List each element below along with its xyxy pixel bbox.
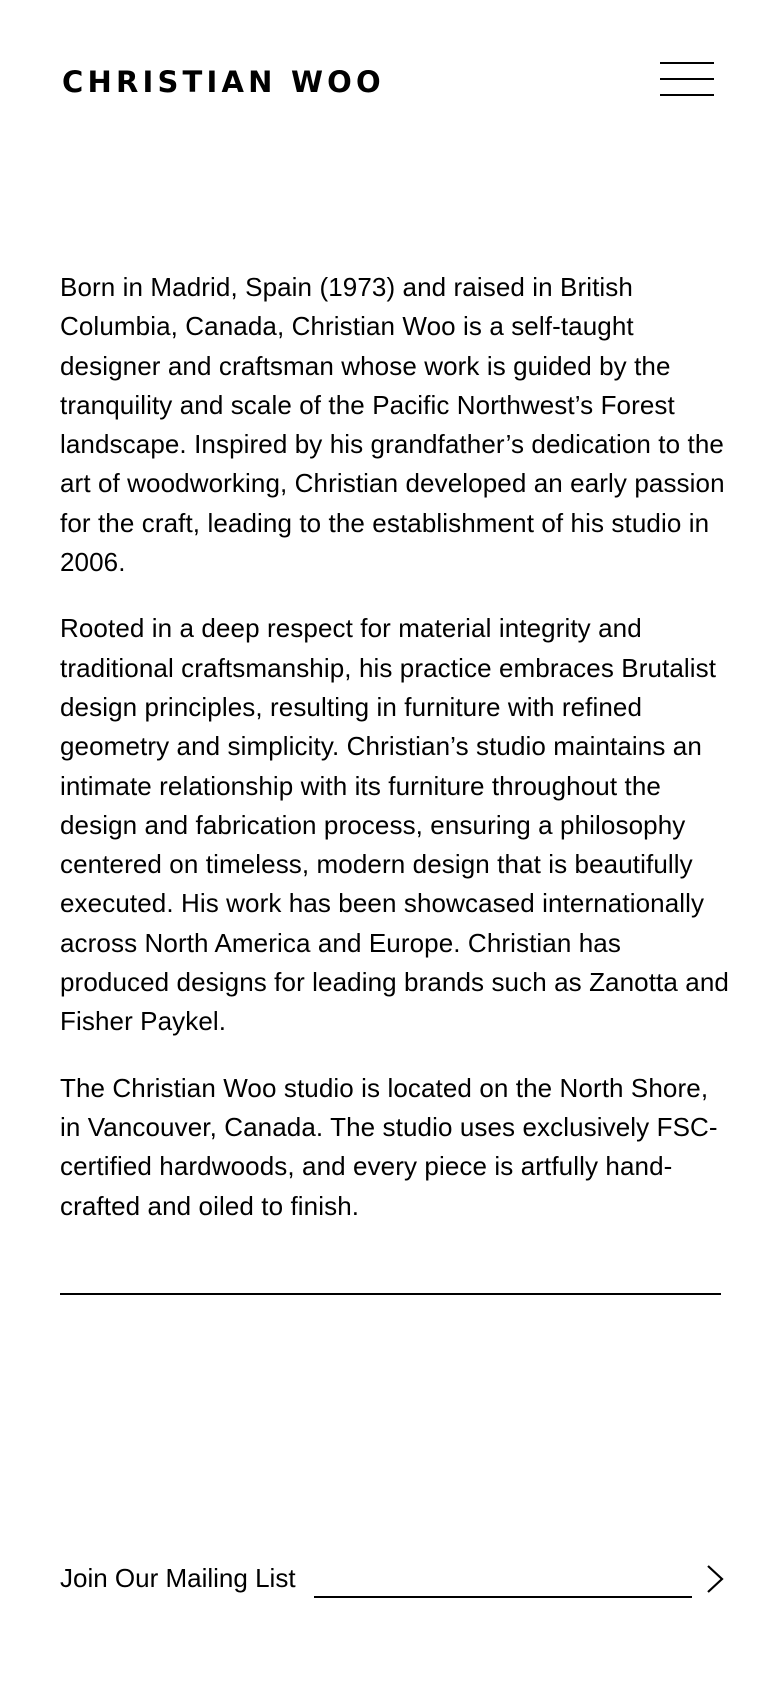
bio-paragraph: Born in Madrid, Spain (1973) and raised in British Columbia, Canada, Christian Woo is a self-taught designer and craftsman whose work is guided by the tranquility and scale of the Pacific Northwest’s Forest landscape. Inspired by his grandfather’s dedication to the art of woodworking, Christian developed an early passion for the craft, leading to the establishment of his studio in 2006.	[60, 272, 725, 578]
hamburger-menu-icon-line	[660, 94, 714, 96]
email-input[interactable]	[314, 1554, 692, 1598]
mailing-list-form	[0, 1540, 780, 1620]
hamburger-menu-icon-line	[660, 78, 714, 80]
submit-button[interactable]	[700, 1562, 730, 1596]
menu-button[interactable]	[656, 56, 718, 100]
bio-paragraph: Rooted in a deep respect for material integrity and traditional craftsmanship, his practice embraces Brutalist design principles, resulting in furniture with refined geometry and simplicity. Christian’s studio maintains an intimate relationship with its furniture throughout the design and fabrication process, ensuring a philosophy centered on timeless, modern design that is beautifully executed. His work has been showcased internationally across North America and Europe. Christian has produced designs for leading brands such as Zanotta and Fisher Paykel.	[60, 613, 729, 1037]
mailing-list-label: Join Our Mailing List	[60, 1563, 296, 1593]
section-divider	[60, 1293, 721, 1295]
brand-logo[interactable]: CHRISTIAN WOO	[62, 65, 385, 99]
bio-section	[60, 268, 732, 1253]
hamburger-menu-icon	[660, 62, 714, 64]
bio-paragraph: The Christian Woo studio is located on the North Shore, in Vancouver, Canada. The studio uses exclusively FSC-certified hardwoods, and every piece is artfully hand-crafted and oiled to finish.	[60, 1072, 718, 1221]
site-header	[0, 0, 780, 170]
chevron-right-icon	[700, 1562, 730, 1596]
